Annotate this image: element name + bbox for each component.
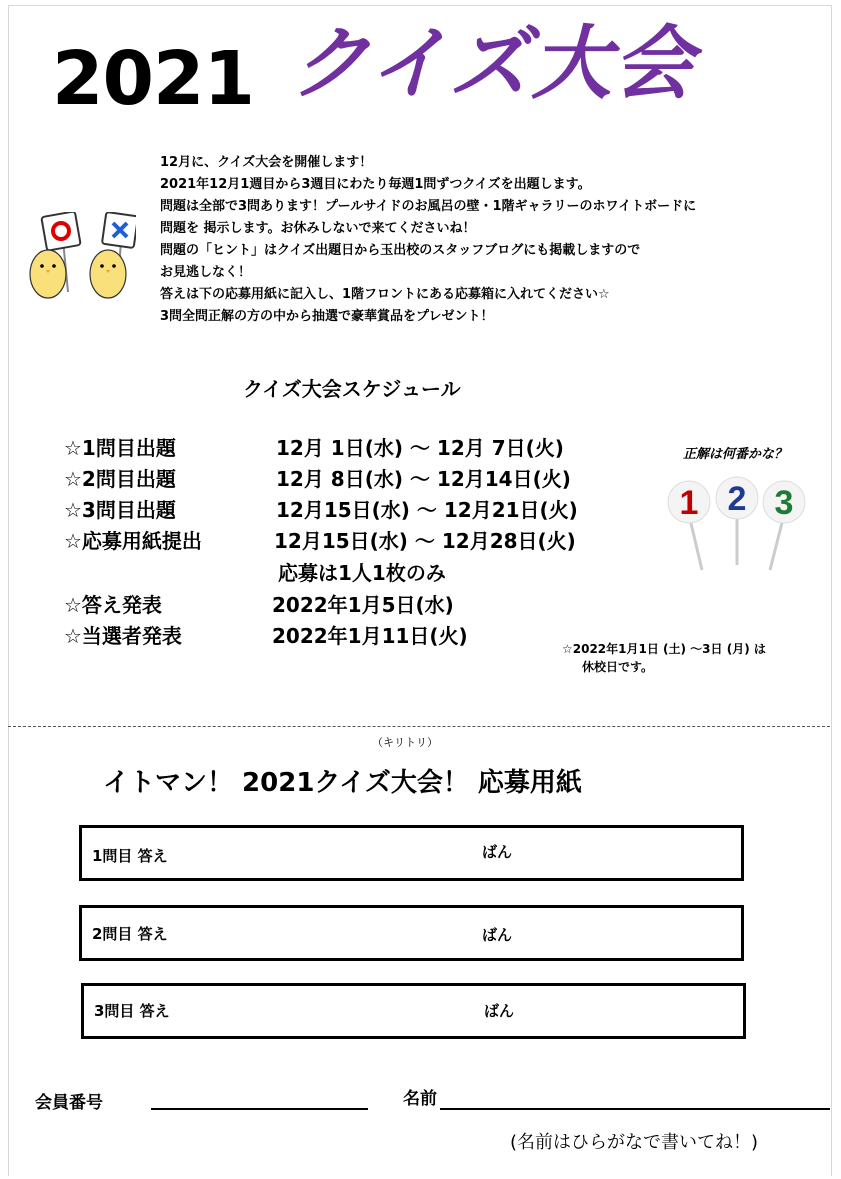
schedule-label: ☆3問目出題 (64, 498, 176, 522)
schedule-label: ☆1問目出題 (64, 436, 176, 460)
quiz-question-caption: 正解は何番かな？ (683, 447, 788, 462)
answer-box-3[interactable] (81, 983, 746, 1039)
intro-line: 問題は全部で3問あります！プールサイドのお風呂の壁・1階ギャラリーのホワイトボードに (160, 199, 697, 214)
schedule-label: ☆当選者発表 (64, 624, 182, 648)
intro-line: 12月に、クイズ大会を開催します！ (160, 155, 373, 170)
year-heading: 2021 (52, 36, 254, 122)
page-title: クイズ大会 (290, 17, 696, 110)
answer-question-label: 1問目 答え (92, 847, 168, 865)
sign-number-2: 2 (727, 480, 747, 518)
schedule-value: 12月15日(水) 〜 12月21日(火) (276, 498, 578, 522)
member-number-field[interactable] (151, 1108, 368, 1110)
schedule-value: 応募は1人1枚のみ (278, 561, 446, 585)
intro-line: 2021年12月1週目から3週目にわたり毎週1問ずつクイズを出題します。 (160, 177, 591, 192)
intro-line: 答えは下の応募用紙に記入し、1階フロントにある応募箱に入れてください☆ (160, 287, 610, 302)
schedule-value: 2022年1月11日(火) (272, 624, 468, 648)
schedule-value: 12月 1日(水) 〜 12月 7日(火) (276, 436, 564, 460)
name-field[interactable] (440, 1108, 830, 1110)
schedule-label: ☆答え発表 (64, 593, 162, 617)
intro-line: 問題を 掲示します。お休みしないで来てくださいね！ (160, 221, 476, 236)
answer-box-1[interactable] (79, 825, 744, 881)
schedule-title: クイズ大会スケジュール (243, 377, 461, 401)
name-note: (名前はひらがなで書いてね！) (510, 1132, 759, 1153)
intro-line: 問題の「ヒント」はクイズ出題日から玉出校のスタッフブログにも掲載しますので (160, 243, 641, 258)
answer-suffix: ばん (482, 843, 513, 861)
intro-line: 3問全問正解の方の中から抽選で豪華賞品をプレゼント！ (160, 309, 494, 324)
schedule-value: 12月 8日(水) 〜 12月14日(火) (276, 467, 571, 491)
answer-suffix: ばん (484, 1002, 515, 1020)
number-signs-icon (662, 470, 812, 580)
chick-mascot-icon (18, 212, 136, 304)
intro-text (160, 152, 696, 328)
schedule-label: ☆応募用紙提出 (64, 529, 202, 553)
schedule-value: 12月15日(水) 〜 12月28日(火) (274, 529, 576, 553)
closure-note-line: ☆2022年1月1日 (土) 〜3日 (月) は (562, 642, 766, 656)
closure-note-line: 休校日です。 (582, 660, 654, 674)
sign-number-3: 3 (774, 484, 794, 522)
schedule-value: 2022年1月5日(水) (272, 593, 454, 617)
intro-line: お見逃しなく！ (160, 265, 252, 280)
name-label: 名前 (403, 1089, 437, 1109)
closure-note (562, 640, 766, 676)
answer-question-label: 3問目 答え (94, 1002, 170, 1020)
cut-label: （キリトリ） (372, 736, 438, 749)
cut-line (8, 726, 830, 727)
sign-number-1: 1 (679, 484, 699, 522)
answer-suffix: ばん (482, 926, 513, 944)
answer-question-label: 2問目 答え (92, 925, 168, 943)
member-number-label: 会員番号 (35, 1093, 103, 1113)
answer-box-2[interactable] (79, 905, 744, 961)
form-title: イトマン！ 2021クイズ大会！ 応募用紙 (103, 768, 582, 798)
schedule-label: ☆2問目出題 (64, 467, 176, 491)
